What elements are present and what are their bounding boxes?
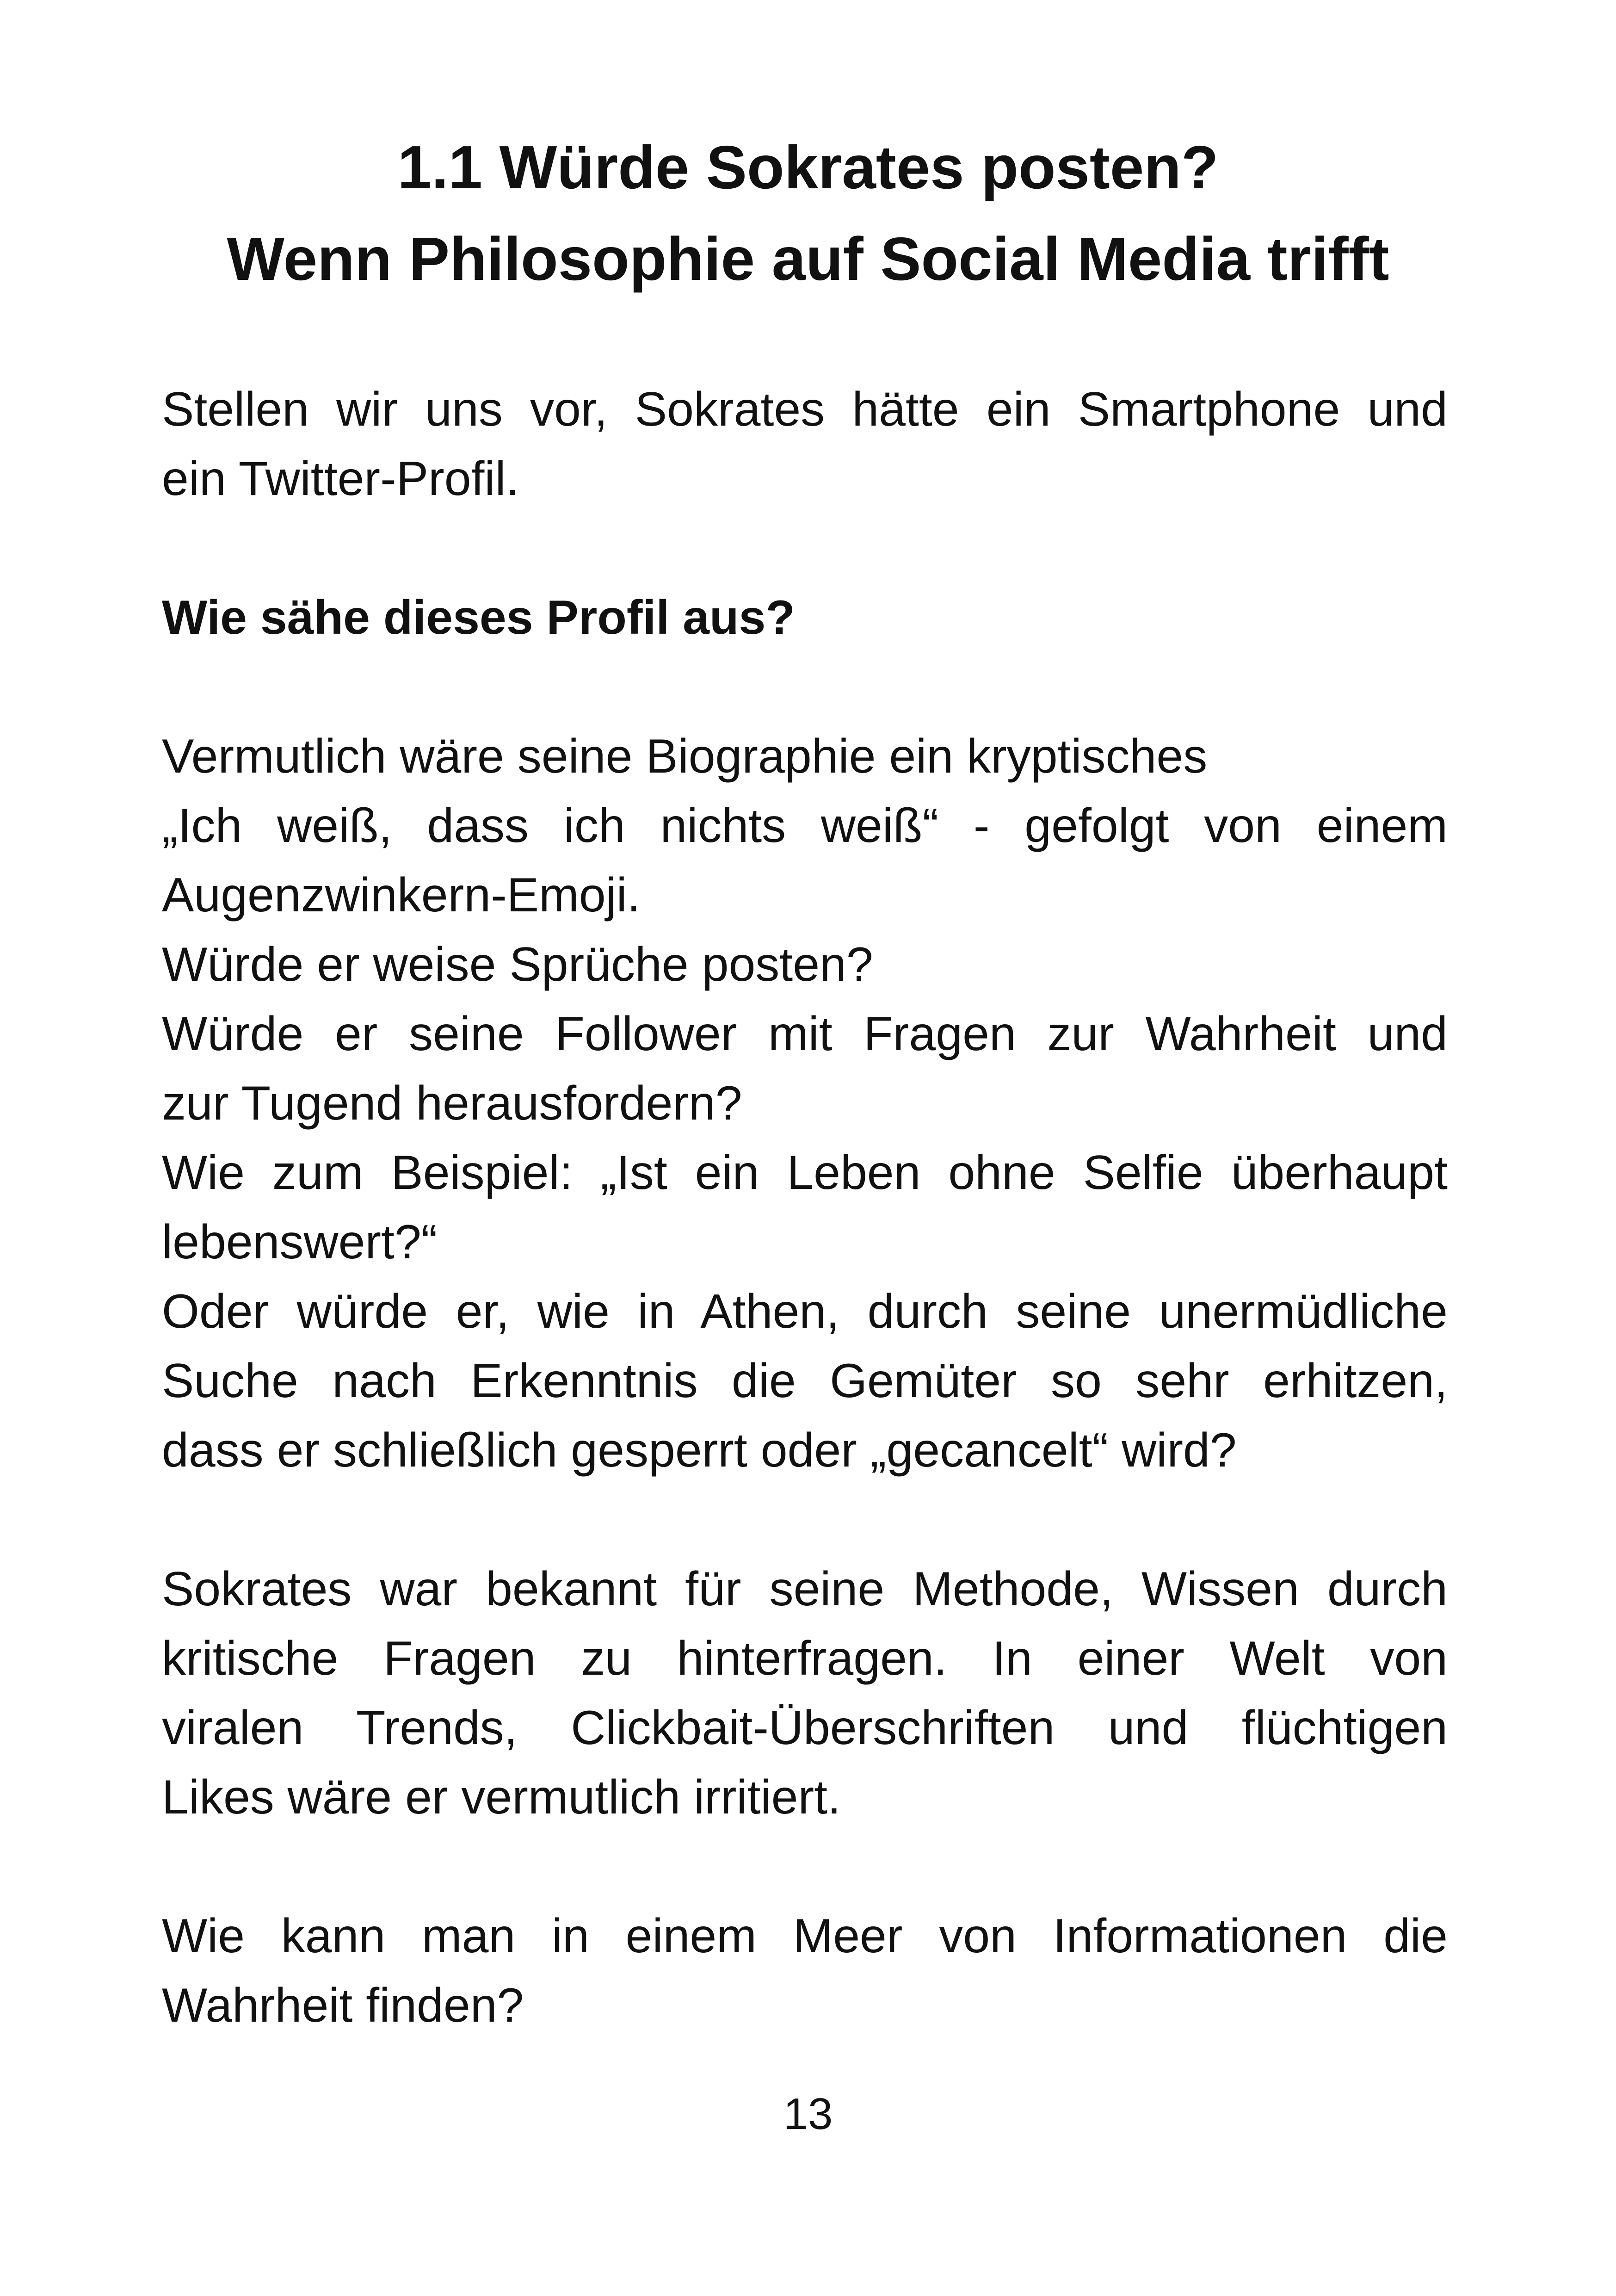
text-line: viralen Trends, Clickbait-Überschriften und flüchtigen (162, 1701, 1448, 1755)
text-line: Vermutlich wäre seine Biographie ein kryptisches (162, 730, 1208, 783)
text-line: Würde er seine Follower mit Fragen zur Wahrheit und (162, 1007, 1448, 1061)
text-line: Suche nach Erkenntnis die Gemüter so sehr erhitzen, (162, 1354, 1448, 1408)
text-line: „Ich weiß, dass ich nichts weiß“ - gefolgt von einem (162, 799, 1448, 853)
text-line: Wahrheit finden? (162, 1979, 524, 2032)
text-line: Wie zum Beispiel: „Ist ein Leben ohne Selfie überhaupt (162, 1146, 1448, 1200)
text-line: Augenzwinkern-Emoji. (162, 868, 641, 922)
text-line: Wie kann man in einem Meer von Informationen die (162, 1909, 1448, 1963)
text-line: Oder würde er, wie in Athen, durch seine unermüdliche (162, 1285, 1448, 1338)
text-line: kritische Fragen zu hinterfragen. In einer Welt von (162, 1632, 1448, 1685)
text-line: lebenswert?“ (162, 1215, 438, 1269)
text-line: ein Twitter-Profil. (162, 452, 519, 506)
subheading-question: Wie sähe dieses Profil aus? (162, 591, 795, 644)
text-line: dass er schließlich gesperrt oder „gecancelt“ wird? (162, 1423, 1237, 1477)
text-line: Würde er weise Sprüche posten? (162, 938, 873, 991)
page-number: 13 (783, 2089, 833, 2139)
text-line: Stellen wir uns vor, Sokrates hätte ein Smartphone und (162, 383, 1448, 436)
text-line: zur Tugend herausfordern? (162, 1077, 742, 1130)
text-line: Sokrates war bekannt für seine Methode, Wissen durch (162, 1562, 1448, 1616)
chapter-heading-line-2: Wenn Philosophie auf Social Media trifft (227, 225, 1389, 293)
text-line: Likes wäre er vermutlich irritiert. (162, 1770, 841, 1824)
chapter-heading-line-1: 1.1 Würde Sokrates posten? (397, 133, 1219, 201)
